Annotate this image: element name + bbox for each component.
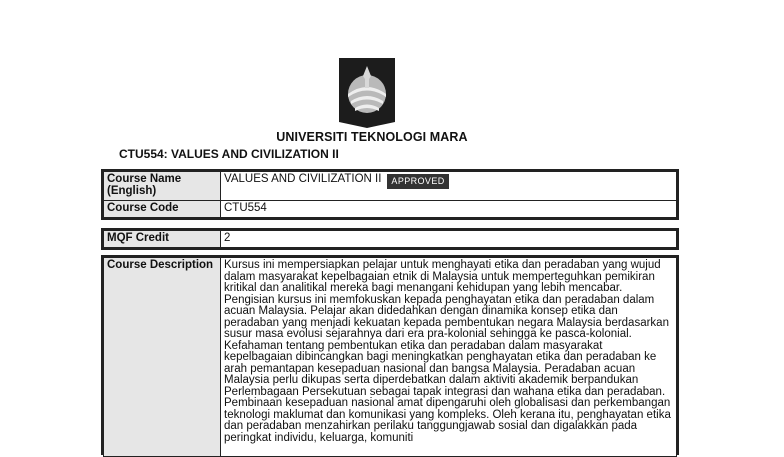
course-info-box	[101, 169, 679, 220]
course-code-value: CTU554	[221, 201, 677, 218]
mqf-value: 2	[221, 231, 677, 248]
course-title: CTU554: VALUES AND CIVILIZATION II	[119, 147, 339, 161]
row-course-code	[104, 201, 677, 218]
course-name-value-cell	[221, 172, 677, 201]
description-table	[103, 257, 677, 457]
university-name: UNIVERSITI TEKNOLOGI MARA	[276, 130, 468, 144]
row-mqf	[104, 231, 677, 248]
row-description	[104, 258, 677, 457]
university-logo	[339, 58, 395, 128]
course-code-label: Course Code	[104, 201, 221, 218]
mqf-table	[103, 230, 677, 248]
mqf-box	[101, 228, 679, 250]
description-text: Kursus ini mempersiapkan pelajar untuk menghayati etika dan peradaban yang wujud dalam masyarakat kepelbagaian etnik di Malaysia untuk memperteguhkan pemikiran kritikal dan analitikal mereka bagi menangani kehidupan yang lebih mencabar. Pengisian kursus ini memfokuskan kepada penghayatan etika dan peradaban dalam acuan Malaysia. Pelajar akan didedahkan dengan dinamika konsep etika dan peradaban yang menjadi kekuatan kepada pembentukan negara Malaysia berdasarkan susur masa evolusi sejarahnya dari era pra-kolonial sehingga ke pasca-kolonial. Kefahaman tentang pembentukan etika dan peradaban dalam masyarakat kepelbagaian dibincangkan bagi meningkatkan penghayatan etika dan peradaban ke arah pemantapan kesepaduan nasional dan bangsa Malaysia. Peradaban acuan Malaysia perlu dikupas serta diperdebatkan dalam aktiviti akademik berpandukan Perlembagaan Persekutuan sebagai tapak integrasi dan wahana etika dan peradaban. Pembinaan kesepaduan nasional amat dipengaruhi oleh globalisasi dan perkembangan teknologi maklumat dan komunikasi yang kompleks. Oleh kerana itu, penghayatan etika dan peradaban menzahirkan perilaku tanggungjawab sosial dan digalakkan pada peringkat individu, keluarga, komuniti	[221, 258, 677, 457]
course-name-label: Course Name (English)	[104, 172, 221, 201]
row-course-name	[104, 172, 677, 201]
course-name-value: VALUES AND CIVILIZATION II	[224, 173, 382, 185]
description-box	[101, 255, 679, 455]
status-badge: APPROVED	[387, 174, 448, 189]
mqf-label: MQF Credit	[104, 231, 221, 248]
description-label: Course Description	[104, 258, 221, 457]
course-info-table	[103, 171, 677, 218]
